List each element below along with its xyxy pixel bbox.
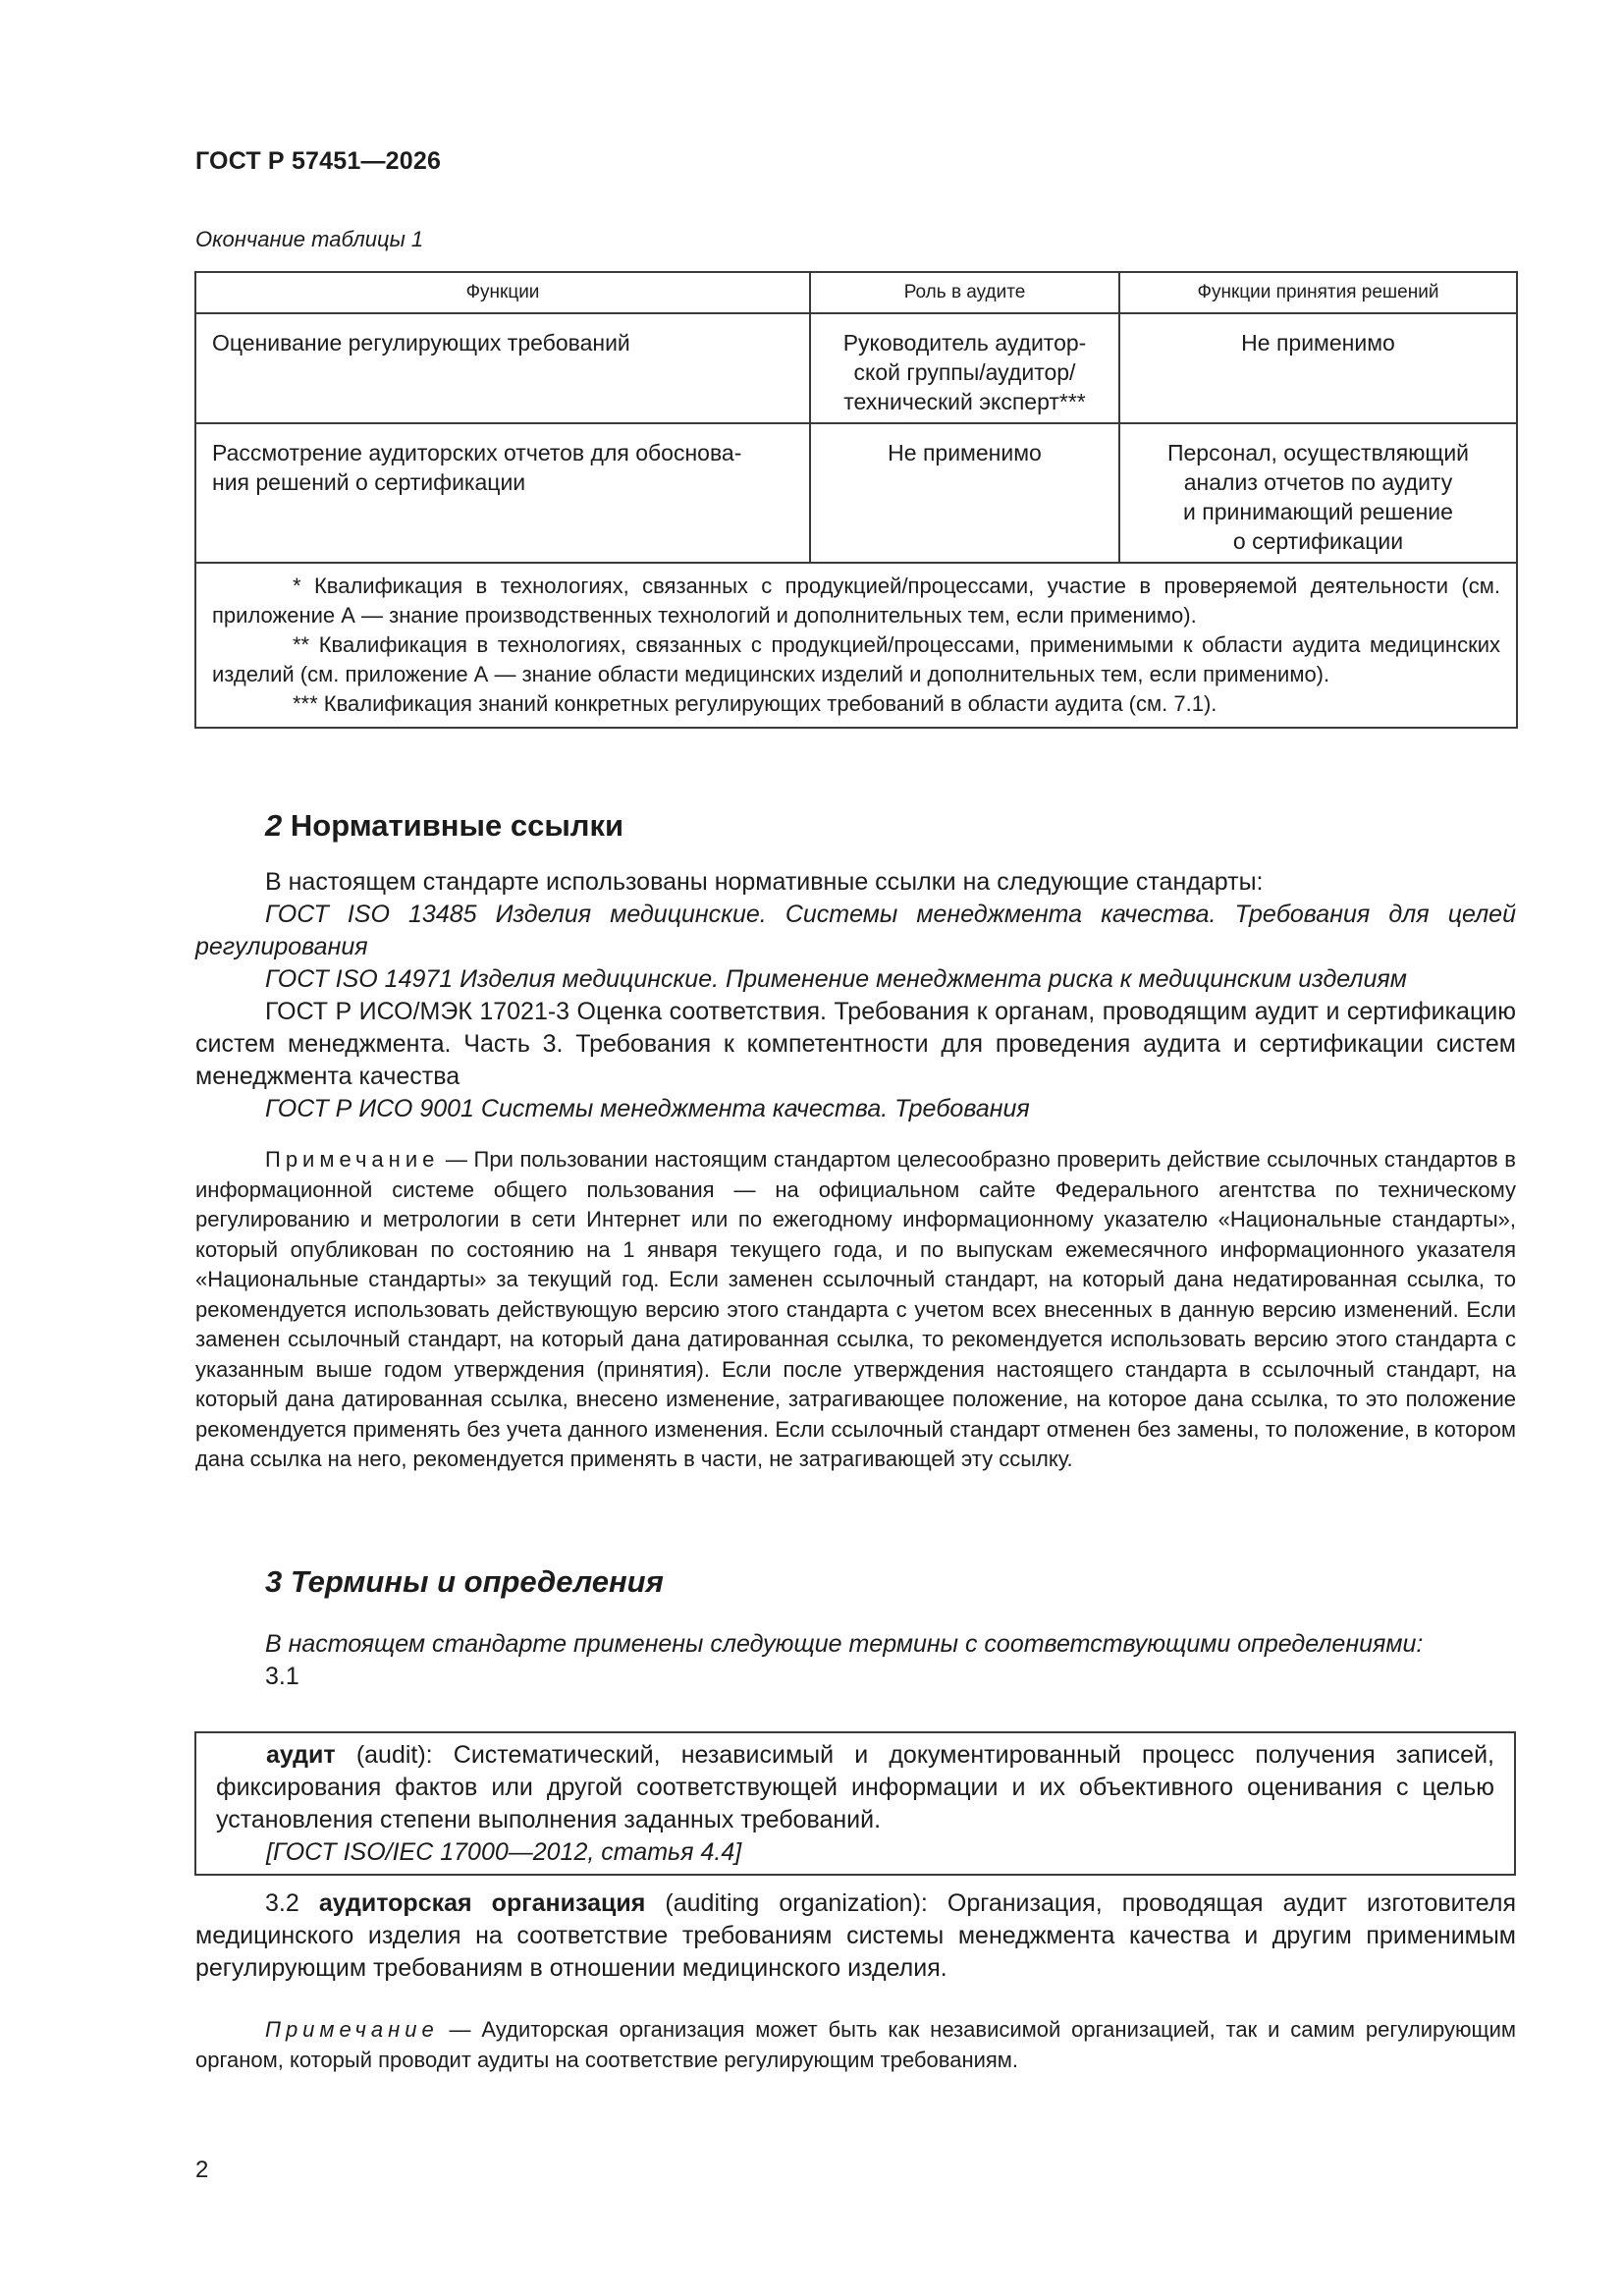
table-footnotes-row [195,563,1517,728]
section-3-intro-block [195,1628,1516,1693]
note-label: Примечание [265,1147,440,1172]
table-cell-function: Рассмотрение аудиторских отчетов для обоснова- ния решений о сертификации [195,423,810,563]
table-row [195,313,1517,423]
normative-references [195,866,1516,1125]
standard-id: ГОСТ Р 57451—2026 [195,147,442,175]
reference-item: ГОСТ Р ИСО 9001 Системы менеджмента качества. Требования [265,1095,1030,1122]
table-footnotes [195,563,1517,728]
table-header-cell: Функции принятия решений [1119,272,1517,313]
section-title: Термины и определения [290,1564,664,1599]
table-row [195,423,1517,563]
section-number: 2 [265,808,283,843]
section-title: Нормативные ссылки [290,808,624,843]
functions-table [194,271,1518,729]
reference-item: ГОСТ ISO 13485 Изделия медицинские. Системы менеджмента качества. Требования для целей регулирования [195,901,1516,960]
footnote: * Квалификация в технологиях, связанных с продукцией/процессами, участие в проверяемой деятельности (см. приложение А — знание производственных технологий и дополнительных тем, если применимо). [212,574,1500,628]
note-label: Примечание [265,2017,439,2042]
table-header-cell: Роль в аудите [810,272,1119,313]
section-intro: В настоящем стандарте применены следующие термины с соответствующими определениями: [265,1630,1424,1658]
table-header-cell: Функции [195,272,810,313]
term-definition: (auditing organization): Организация, проводящая аудит изготовителя медицинского изделия на соответствие требованиям системы менеджмента качества и другим применимым регулирующим требованиям в отношении медицинского изделия. [195,1889,1517,1982]
term-source: [ГОСТ ISO/IEC 17000—2012, статья 4.4] [266,1838,742,1866]
footnote: *** Квалификация знаний конкретных регулирующих требований в области аудита (см. 7.1). [293,691,1217,716]
table-cell-decision: Персонал, осуществляющий анализ отчетов по аудиту и принимающий решение о сертификации [1119,423,1517,563]
reference-item: ГОСТ Р ИСО/МЭК 17021-3 Оценка соответствия. Требования к органам, проводящим аудит и сертификацию систем менеджмента. Часть 3. Требования к компетентности для проведения аудита и сертификации систем менеджмента качества [195,998,1516,1090]
reference-item: ГОСТ ISO 14971 Изделия медицинские. Применение менеджмента риска к медицинским изделиям [265,965,1407,993]
table-cell-decision: Не применимо [1119,313,1517,423]
term-3-2 [195,1887,1516,1985]
table-cell-role: Руководитель аудитор- ской группы/аудитор/ технический эксперт*** [810,313,1119,423]
term-name: аудиторская организация [318,1889,646,1917]
note-text: — При пользовании настоящим стандартом целесообразно проверить действие ссылочных стандартов в информационной системе общего пользования — на официальном сайте Федерального агентства по техническому регулированию и метрологии в сети Интернет или по ежегодному информационному указателю «Национальные стандарты», который опубликован по состоянию на 1 января текущего года, и по выпускам ежемесячного информационного указателя «Национальные стандарты» за текущий год. Если заменен ссылочный стандарт, на который дана недатированная ссылка, то рекомендуется использовать действующую версию этого стандарта с учетом всех внесенных в данную версию изменений. Если заменен ссылочный стандарт, на который дана датированная ссылка, то рекомендуется использовать версию этого стандарта с указанным выше годом утверждения (принятия). Если после утверждения настоящего стандарта в ссылочный стандарт, на который дана датированная ссылка, внесено изменение, затрагивающее положение, на которое дана ссылка, то это положение рекомендуется применять без учета данного изменения. Если ссылочный стандарт отменен без замены, то положение, в котором дана ссылка на него, рекомендуется применять в части, не затрагивающей эту ссылку. [195,1147,1516,1471]
section-intro: В настоящем стандарте использованы нормативные ссылки на следующие стандарты: [265,868,1264,896]
section-2-heading [265,808,623,844]
term-definition: (audit): Систематический, независимый и документированный процесс получения записей, фиксирования фактов или другой соответствующей информации и их объективного оценивания с целью установления степени выполнения заданных требований. [216,1741,1494,1833]
table-cell-role: Не применимо [810,423,1119,563]
table-cell-function: Оценивание регулирующих требований [195,313,810,423]
table-continuation-label: Окончание таблицы 1 [195,227,424,251]
term-definition-box [194,1731,1516,1876]
note-text: — Аудиторская организация может быть как независимой организацией, так и самим регулирующим органом, который проводит аудиты на соответствие регулирующим требованиям. [195,2017,1516,2072]
term-number: 3.2 [265,1889,319,1917]
section-3-heading [265,1564,664,1600]
table-header-row [195,272,1517,313]
footnote: ** Квалификация в технологиях, связанных с продукцией/процессами, применимыми к области аудита медицинских изделий (см. приложение А — знание области медицинских изделий и дополнительных тем, если применимо). [212,632,1500,686]
term-name: аудит [266,1741,336,1769]
page-number: 2 [195,2157,209,2183]
section-3-note [195,2015,1516,2075]
section-number: 3 [265,1564,283,1599]
section-2-note [195,1145,1516,1475]
term-number: 3.1 [265,1663,299,1690]
